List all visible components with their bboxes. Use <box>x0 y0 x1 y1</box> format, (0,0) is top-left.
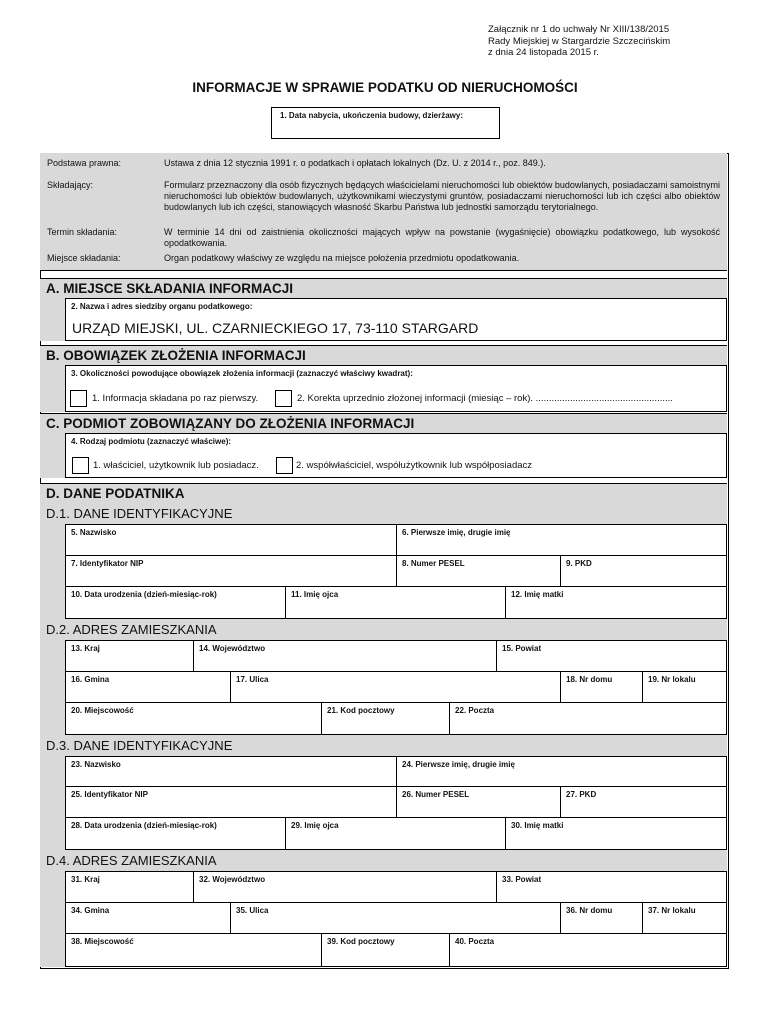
gray-margin <box>40 640 65 735</box>
gray-margin <box>40 756 65 850</box>
field-label: 23. Nazwisko <box>71 760 121 769</box>
pkd-field[interactable] <box>560 555 727 587</box>
submitter-label: Składający: <box>47 180 94 190</box>
section-d2-title: D.2. ADRES ZAMIESZKANIA <box>40 619 727 640</box>
field-label: 32. Województwo <box>199 875 266 884</box>
section-d-title: D. DANE PODATNIKA <box>40 483 727 503</box>
field-label: 16. Gmina <box>71 675 110 684</box>
father-name-field[interactable] <box>285 586 506 619</box>
commune-field[interactable] <box>65 902 231 934</box>
country-field[interactable] <box>65 871 194 903</box>
field-label: 33. Powiat <box>502 875 542 884</box>
field-label: 29. Imię ojca <box>291 821 339 830</box>
voivodeship-field[interactable] <box>193 871 497 903</box>
field-label: 6. Pierwsze imię, drugie imię <box>402 528 511 537</box>
field-label: 8. Numer PESEL <box>402 559 465 568</box>
city-field[interactable] <box>65 933 322 967</box>
field-label: 14. Województwo <box>199 644 266 653</box>
nip-field[interactable] <box>65 786 397 818</box>
city-field[interactable] <box>65 702 322 735</box>
owner-checkbox[interactable] <box>72 457 89 474</box>
street-field[interactable] <box>230 902 561 934</box>
first-names-field[interactable] <box>396 524 727 556</box>
field-label: 35. Ulica <box>236 906 269 915</box>
gray-margin <box>40 524 65 619</box>
field-label: 10. Data urodzenia (dzień-miesiąc-rok) <box>71 590 217 599</box>
apartment-number-field[interactable] <box>642 902 727 934</box>
owner-label: 1. właściciel, użytkownik lub posiadacz. <box>93 460 259 471</box>
field-label: 15. Powiat <box>502 644 542 653</box>
mother-name-field[interactable] <box>505 817 727 850</box>
field-label: 18. Nr domu <box>566 675 613 684</box>
birth-date-field[interactable] <box>65 817 286 850</box>
county-field[interactable] <box>496 871 727 903</box>
field-label: 20. Miejscowość <box>71 706 134 715</box>
circumstances-field <box>65 365 727 412</box>
section-d1-title: D.1. DANE IDENTYFIKACYJNE <box>40 503 727 524</box>
gray-margin <box>40 365 65 412</box>
attachment-note-line: z dnia 24 listopada 2015 r. <box>488 47 599 58</box>
postal-code-field[interactable] <box>321 933 450 967</box>
place-value: Organ podatkowy właściwy ze względu na miejsce położenia przedmiotu opodatkowania. <box>164 253 520 263</box>
house-number-field[interactable] <box>560 671 643 703</box>
field-label: 38. Miejscowość <box>71 937 134 946</box>
father-name-field[interactable] <box>285 817 506 850</box>
acquisition-date-field[interactable] <box>271 107 500 139</box>
field-label: 40. Poczta <box>455 937 495 946</box>
co-owner-checkbox[interactable] <box>276 457 293 474</box>
section-b-title: B. OBOWIĄZEK ZŁOŻENIA INFORMACJI <box>40 345 727 365</box>
submitter-value: Formularz przeznaczony dla osób fizycznych będących właścicielami nieruchomości lub obiektów budowlanych, posiadaczami samoistnymi nieruchomości lub obiektów budowlanych, użytkownikami wieczystymi gruntów, posiadaczami nieruchomości lub ich części albo obiektów budowlanych lub ich części, stanowiących własność Skarbu Państwa lub jednostki samorządu terytorialnego. <box>164 180 720 212</box>
country-field[interactable] <box>65 640 194 672</box>
section-c-title: C. PODMIOT ZOBOWIĄZANY DO ZŁOŻENIA INFORMACJI <box>40 413 727 433</box>
section-d3-title: D.3. DANE IDENTYFIKACYJNE <box>40 735 727 756</box>
field-label: 11. Imię ojca <box>291 590 339 599</box>
field-label: 31. Kraj <box>71 875 100 884</box>
info-block <box>40 153 727 271</box>
pkd-field[interactable] <box>560 786 727 818</box>
field-label: 1. Data nabycia, ukończenia budowy, dzierżawy: <box>280 111 464 120</box>
post-office-field[interactable] <box>449 702 727 735</box>
legal-basis-label: Podstawa prawna: <box>47 158 122 168</box>
tax-office-value: URZĄD MIEJSKI, UL. CZARNIECKIEGO 17, 73-110 STARGARD <box>72 320 479 336</box>
first-names-field[interactable] <box>396 756 727 787</box>
house-number-field[interactable] <box>560 902 643 934</box>
gray-margin <box>40 433 65 478</box>
field-label: 36. Nr domu <box>566 906 613 915</box>
field-label: 28. Data urodzenia (dzień-miesiąc-rok) <box>71 821 217 830</box>
first-submission-checkbox[interactable] <box>70 390 87 407</box>
subject-type-field <box>65 433 727 478</box>
field-label: 12. Imię matki <box>511 590 564 599</box>
gray-margin <box>40 298 65 341</box>
pesel-field[interactable] <box>396 555 561 587</box>
attachment-note-line: Rady Miejskiej w Stargardzie Szczecińskim <box>488 35 671 47</box>
section-d4-title: D.4. ADRES ZAMIESZKANIA <box>40 850 727 871</box>
voivodeship-field[interactable] <box>193 640 497 672</box>
place-label: Miejsce składania: <box>47 253 121 263</box>
field-label: 4. Rodzaj podmiotu (zaznaczyć właściwe): <box>71 437 232 446</box>
surname-field[interactable] <box>65 756 397 787</box>
field-label: 3. Okoliczności powodujące obowiązek złożenia informacji (zaznaczyć właściwy kwadrat): <box>71 369 413 378</box>
field-label: 39. Kod pocztowy <box>327 937 395 946</box>
attachment-note-line: Załącznik nr 1 do uchwały Nr XIII/138/2015 <box>488 24 670 35</box>
field-label: 17. Ulica <box>236 675 269 684</box>
field-label: 19. Nr lokalu <box>648 675 696 684</box>
apartment-number-field[interactable] <box>642 671 727 703</box>
pesel-field[interactable] <box>396 786 561 818</box>
first-submission-label: 1. Informacja składana po raz pierwszy. <box>92 393 259 404</box>
field-label: 27. PKD <box>566 790 597 799</box>
correction-label: 2. Korekta uprzednio złożonej informacji (miesiąc – rok). .................................................... <box>297 393 673 404</box>
nip-field[interactable] <box>65 555 397 587</box>
gray-margin <box>40 871 65 967</box>
field-label: 37. Nr lokalu <box>648 906 696 915</box>
field-label: 5. Nazwisko <box>71 528 117 537</box>
field-label: 24. Pierwsze imię, drugie imię <box>402 760 515 769</box>
field-label: 25. Identyfikator NIP <box>71 790 148 799</box>
legal-basis-value: Ustawa z dnia 12 stycznia 1991 r. o podatkach i opłatach lokalnych (Dz. U. z 2014 r., poz. 849.). <box>164 158 546 168</box>
co-owner-label: 2. współwłaściciel, współużytkownik lub współposiadacz <box>296 460 533 471</box>
field-label: 26. Numer PESEL <box>402 790 470 799</box>
postal-code-field[interactable] <box>321 702 450 735</box>
deadline-value: W terminie 14 dni od zaistnienia okoliczności mających wpływ na powstanie (wygaśnięcie) obowiązku podatkowego, lub wysokość opodatkowania. <box>164 227 720 248</box>
field-label: 9. PKD <box>566 559 592 568</box>
deadline-label: Termin składania: <box>47 227 118 237</box>
attachment-note <box>488 24 670 59</box>
field-label: 7. Identyfikator NIP <box>71 559 144 568</box>
field-label: 2. Nazwa i adres siedziby organu podatkowego: <box>71 302 253 311</box>
surname-field[interactable] <box>65 524 397 556</box>
field-label: 30. Imię matki <box>511 821 564 830</box>
post-office-field[interactable] <box>449 933 727 967</box>
section-a-title: A. MIEJSCE SKŁADANIA INFORMACJI <box>40 278 727 298</box>
field-label: 13. Kraj <box>71 644 100 653</box>
correction-checkbox[interactable] <box>275 390 292 407</box>
mother-name-field[interactable] <box>505 586 727 619</box>
form-title: INFORMACJE W SPRAWIE PODATKU OD NIERUCHOMOŚCI <box>192 80 578 95</box>
field-label: 21. Kod pocztowy <box>327 706 395 715</box>
street-field[interactable] <box>230 671 561 703</box>
birth-date-field[interactable] <box>65 586 286 619</box>
county-field[interactable] <box>496 640 727 672</box>
tax-office-field[interactable] <box>65 298 727 341</box>
commune-field[interactable] <box>65 671 231 703</box>
field-label: 22. Poczta <box>455 706 495 715</box>
field-label: 34. Gmina <box>71 906 110 915</box>
